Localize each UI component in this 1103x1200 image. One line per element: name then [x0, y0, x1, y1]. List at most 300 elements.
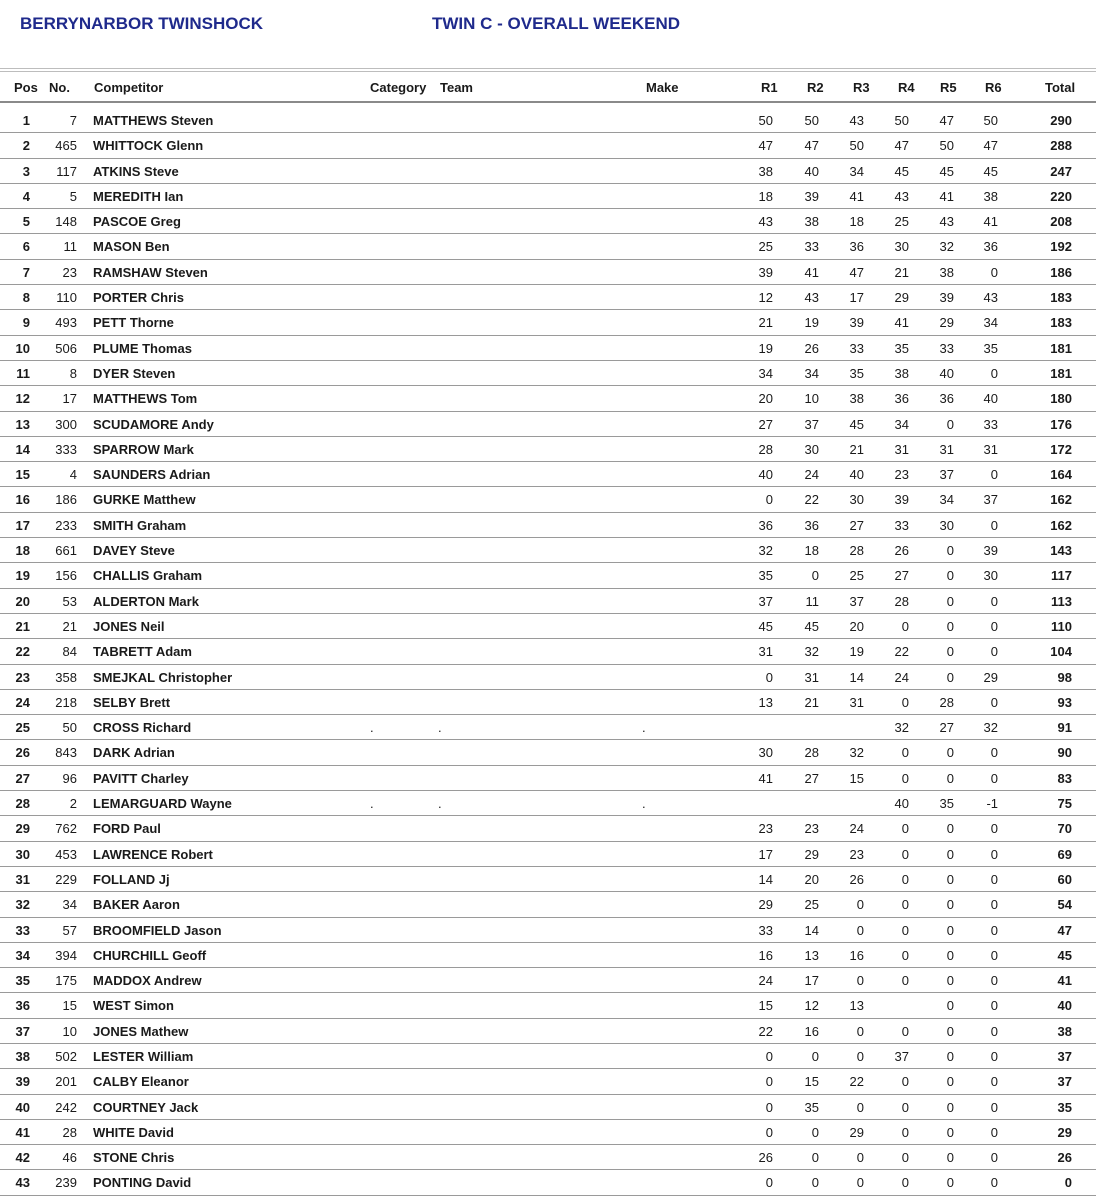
- cell-r3: 0: [856, 1175, 864, 1191]
- cell-r6: 0: [990, 694, 998, 710]
- table-row: [0, 1044, 1096, 1069]
- cell-r1: 0: [765, 1099, 773, 1115]
- col-competitor-header: Competitor: [94, 80, 164, 95]
- cell-r6: 0: [990, 1175, 998, 1191]
- cell-number: 358: [55, 669, 77, 685]
- cell-total: 290: [1050, 113, 1072, 128]
- cell-r2: 45: [804, 618, 819, 634]
- cell-pos: 24: [15, 694, 30, 710]
- cell-total: 208: [1050, 214, 1072, 230]
- table-row: [0, 513, 1096, 538]
- cell-r4: 0: [901, 871, 909, 887]
- cell-total: 70: [1057, 821, 1072, 837]
- cell-total: 98: [1057, 669, 1072, 685]
- cell-r1: 37: [758, 593, 773, 609]
- cell-category: .: [370, 796, 374, 812]
- table-row: [0, 892, 1096, 917]
- cell-r3: 20: [849, 618, 864, 634]
- cell-r2: 33: [804, 239, 819, 255]
- cell-pos: 4: [22, 188, 30, 204]
- cell-number: 4: [69, 467, 77, 483]
- table-row: [0, 589, 1096, 614]
- cell-r3: 0: [856, 1150, 864, 1166]
- cell-r5: 0: [946, 618, 954, 634]
- cell-total: 183: [1050, 290, 1072, 306]
- cell-number: 156: [55, 568, 77, 584]
- cell-r6: 0: [990, 1099, 998, 1115]
- cell-r1: 39: [758, 264, 773, 280]
- cell-number: 175: [55, 973, 77, 989]
- cell-r1: 0: [765, 1048, 773, 1064]
- cell-r6: 0: [990, 1124, 998, 1140]
- cell-r6: 30: [983, 568, 998, 584]
- cell-pos: 5: [22, 214, 30, 230]
- cell-r6: 33: [983, 416, 998, 432]
- cell-r1: 19: [758, 340, 773, 356]
- table-row: [0, 184, 1096, 209]
- cell-r2: 17: [804, 973, 819, 989]
- cell-pos: 23: [15, 669, 30, 685]
- cell-competitor: ATKINS Steve: [93, 163, 179, 179]
- cell-r2: 47: [804, 138, 819, 154]
- cell-r6: 37: [983, 492, 998, 508]
- cell-total: 113: [1051, 593, 1072, 609]
- cell-r1: 14: [758, 871, 773, 887]
- cell-number: 46: [62, 1150, 77, 1166]
- cell-pos: 30: [15, 846, 30, 862]
- cell-r2: 21: [804, 694, 819, 710]
- cell-pos: 38: [15, 1048, 30, 1064]
- cell-r4: 50: [894, 113, 909, 128]
- cell-r4: 36: [894, 391, 909, 407]
- cell-pos: 41: [15, 1124, 30, 1140]
- cell-competitor: PLUME Thomas: [93, 340, 192, 356]
- cell-competitor: CALBY Eleanor: [93, 1074, 189, 1090]
- cell-r6: 0: [990, 644, 998, 660]
- table-row: [0, 108, 1096, 133]
- cell-total: 69: [1057, 846, 1072, 862]
- cell-total: 47: [1057, 922, 1072, 938]
- cell-r2: 37: [804, 416, 819, 432]
- cell-number: 762: [55, 821, 77, 837]
- cell-r3: 14: [849, 669, 864, 685]
- cell-r6: 0: [990, 467, 998, 483]
- table-row: [0, 538, 1096, 563]
- cell-r3: 0: [856, 922, 864, 938]
- cell-r2: 27: [804, 770, 819, 786]
- cell-r1: 40: [758, 467, 773, 483]
- cell-number: 453: [55, 846, 77, 862]
- cell-r3: 13: [849, 998, 864, 1014]
- cell-r1: 0: [765, 669, 773, 685]
- cell-make: .: [642, 720, 646, 736]
- cell-r6: 50: [983, 113, 998, 128]
- header-rule-top: [0, 68, 1096, 69]
- cell-competitor: WHITTOCK Glenn: [93, 138, 204, 154]
- cell-number: 11: [63, 239, 77, 255]
- cell-r2: 39: [804, 188, 819, 204]
- cell-r6: 32: [983, 720, 998, 736]
- cell-r6: 0: [990, 871, 998, 887]
- cell-r1: 20: [758, 391, 773, 407]
- table-row: [0, 993, 1096, 1018]
- cell-r2: 13: [804, 947, 819, 963]
- cell-competitor: GURKE Matthew: [93, 492, 196, 508]
- cell-r3: 40: [849, 467, 864, 483]
- cell-r2: 40: [804, 163, 819, 179]
- table-row: [0, 159, 1096, 184]
- cell-r5: 43: [939, 214, 954, 230]
- cell-pos: 1: [22, 113, 30, 128]
- cell-r5: 0: [946, 568, 954, 584]
- table-row: [0, 487, 1096, 512]
- cell-r6: 0: [990, 973, 998, 989]
- cell-total: 164: [1050, 467, 1072, 483]
- cell-number: 493: [55, 315, 77, 331]
- cell-competitor: CROSS Richard: [93, 720, 192, 736]
- cell-r4: 0: [901, 618, 909, 634]
- cell-r2: 32: [804, 644, 819, 660]
- cell-r2: 31: [804, 669, 819, 685]
- cell-pos: 40: [15, 1099, 30, 1115]
- table-row: [0, 285, 1096, 310]
- cell-r5: 0: [946, 543, 954, 559]
- cell-r3: 45: [849, 416, 864, 432]
- cell-r5: 33: [939, 340, 954, 356]
- cell-r4: 29: [894, 290, 909, 306]
- cell-r6: 0: [990, 821, 998, 837]
- cell-r4: 0: [901, 745, 909, 761]
- table-row: [0, 715, 1096, 740]
- cell-r3: 28: [849, 543, 864, 559]
- cell-competitor: PORTER Chris: [93, 290, 185, 306]
- header-rule-top-2: [0, 71, 1096, 72]
- cell-total: 83: [1057, 770, 1072, 786]
- cell-total: 60: [1057, 871, 1072, 887]
- cell-total: 0: [1064, 1175, 1072, 1191]
- table-row: [0, 918, 1096, 943]
- cell-pos: 15: [15, 467, 30, 483]
- cell-r6: 0: [990, 998, 998, 1014]
- cell-r3: 30: [849, 492, 864, 508]
- cell-r1: 26: [758, 1150, 773, 1166]
- cell-r1: 12: [758, 290, 773, 306]
- cell-total: 45: [1057, 947, 1072, 963]
- cell-total: 162: [1050, 517, 1072, 533]
- table-row: [0, 437, 1096, 462]
- cell-r2: 18: [804, 543, 819, 559]
- cell-r4: 0: [901, 1124, 909, 1140]
- cell-r3: 25: [849, 568, 864, 584]
- results-table-body: [0, 108, 1096, 1196]
- cell-r1: 0: [765, 1074, 773, 1090]
- cell-r2: 25: [804, 897, 819, 913]
- cell-r4: 28: [894, 593, 909, 609]
- cell-pos: 25: [15, 720, 30, 736]
- cell-r3: 43: [849, 113, 864, 128]
- cell-competitor: MATTHEWS Tom: [93, 391, 198, 407]
- cell-r4: 0: [901, 897, 909, 913]
- cell-r5: 31: [939, 441, 954, 457]
- cell-number: 661: [55, 543, 77, 559]
- cell-total: 37: [1057, 1048, 1072, 1064]
- cell-r3: 24: [849, 821, 864, 837]
- cell-r2: 14: [804, 922, 819, 938]
- col-team-header: Team: [440, 80, 473, 95]
- cell-number: 23: [62, 264, 77, 280]
- cell-competitor: ALDERTON Mark: [93, 593, 199, 609]
- cell-total: 54: [1057, 897, 1072, 913]
- cell-r6: 29: [983, 669, 998, 685]
- cell-total: 26: [1057, 1150, 1072, 1166]
- cell-pos: 37: [15, 1023, 30, 1039]
- table-row: [0, 690, 1096, 715]
- cell-r5: 0: [946, 897, 954, 913]
- table-row: [0, 563, 1096, 588]
- cell-pos: 20: [15, 593, 30, 609]
- cell-competitor: CHURCHILL Geoff: [93, 947, 207, 963]
- cell-pos: 13: [15, 416, 30, 432]
- cell-pos: 21: [15, 618, 30, 634]
- cell-r1: 30: [758, 745, 773, 761]
- cell-r4: 43: [894, 188, 909, 204]
- table-row: [0, 867, 1096, 892]
- cell-r1: 21: [758, 315, 773, 331]
- cell-competitor: CHALLIS Graham: [93, 568, 203, 584]
- cell-r4: 0: [901, 922, 909, 938]
- cell-r5: 0: [946, 1150, 954, 1166]
- col-make-header: Make: [646, 80, 679, 95]
- cell-r1: 31: [758, 644, 773, 660]
- cell-r2: 26: [804, 340, 819, 356]
- cell-competitor: MADDOX Andrew: [93, 973, 202, 989]
- cell-number: 84: [62, 644, 77, 660]
- cell-pos: 12: [15, 391, 30, 407]
- cell-r6: 35: [983, 340, 998, 356]
- cell-competitor: SMITH Graham: [93, 517, 187, 533]
- cell-r6: 0: [990, 1150, 998, 1166]
- cell-number: 300: [55, 416, 77, 432]
- cell-r2: 23: [804, 821, 819, 837]
- cell-total: 75: [1057, 796, 1072, 812]
- cell-r1: 36: [758, 517, 773, 533]
- col-r1-header: R1: [761, 80, 778, 95]
- cell-r1: 41: [758, 770, 773, 786]
- cell-r6: 39: [983, 543, 998, 559]
- table-row: [0, 260, 1096, 285]
- cell-r6: 0: [990, 846, 998, 862]
- cell-r6: 45: [983, 163, 998, 179]
- cell-r6: 0: [990, 1048, 998, 1064]
- cell-pos: 31: [15, 871, 30, 887]
- cell-total: 220: [1050, 188, 1072, 204]
- cell-competitor: SMEJKAL Christopher: [93, 669, 233, 685]
- cell-number: 21: [62, 618, 77, 634]
- cell-r6: 47: [983, 138, 998, 154]
- cell-pos: 14: [15, 441, 30, 457]
- cell-total: 288: [1050, 138, 1072, 154]
- cell-r3: 17: [849, 290, 864, 306]
- cell-total: 91: [1057, 720, 1072, 736]
- cell-pos: 16: [15, 492, 30, 508]
- cell-competitor: COURTNEY Jack: [93, 1099, 199, 1115]
- cell-r5: 39: [939, 290, 954, 306]
- cell-number: 10: [62, 1023, 77, 1039]
- cell-r4: 25: [894, 214, 909, 230]
- table-row: [0, 665, 1096, 690]
- cell-r1: 34: [758, 365, 773, 381]
- cell-r4: 0: [901, 1023, 909, 1039]
- cell-r4: 23: [894, 467, 909, 483]
- cell-competitor: MASON Ben: [93, 239, 170, 255]
- cell-r4: 47: [894, 138, 909, 154]
- col-r6-header: R6: [985, 80, 1002, 95]
- cell-number: 506: [55, 340, 77, 356]
- cell-r2: 34: [804, 365, 819, 381]
- cell-pos: 28: [15, 796, 30, 812]
- class-title: TWIN C - OVERALL WEEKEND: [432, 14, 681, 33]
- cell-r5: 0: [946, 1099, 954, 1115]
- cell-pos: 32: [15, 897, 30, 913]
- cell-r6: 0: [990, 593, 998, 609]
- cell-r5: 0: [946, 846, 954, 862]
- cell-r4: 0: [901, 1150, 909, 1166]
- cell-r1: 0: [765, 1175, 773, 1191]
- cell-r5: 0: [946, 871, 954, 887]
- cell-r4: 33: [894, 517, 909, 533]
- cell-number: 117: [56, 163, 77, 179]
- cell-r6: 0: [990, 618, 998, 634]
- cell-r6: -1: [986, 796, 998, 812]
- cell-r2: 36: [804, 517, 819, 533]
- cell-r5: 45: [939, 163, 954, 179]
- cell-r1: 13: [758, 694, 773, 710]
- cell-total: 181: [1050, 365, 1072, 381]
- cell-r4: 0: [901, 846, 909, 862]
- cell-r4: 0: [901, 947, 909, 963]
- cell-total: 93: [1057, 694, 1072, 710]
- cell-r4: 26: [894, 543, 909, 559]
- cell-r2: 19: [804, 315, 819, 331]
- cell-total: 37: [1057, 1074, 1072, 1090]
- cell-competitor: PETT Thorne: [93, 315, 174, 331]
- cell-competitor: WEST Simon: [93, 998, 174, 1014]
- cell-number: 5: [69, 188, 77, 204]
- cell-r5: 0: [946, 973, 954, 989]
- cell-pos: 18: [15, 543, 30, 559]
- cell-r3: 36: [849, 239, 864, 255]
- cell-r3: 15: [849, 770, 864, 786]
- cell-r6: 0: [990, 745, 998, 761]
- cell-competitor: SELBY Brett: [93, 694, 171, 710]
- cell-r2: 35: [804, 1099, 819, 1115]
- table-row: [0, 816, 1096, 841]
- cell-pos: 22: [15, 644, 30, 660]
- cell-pos: 26: [15, 745, 30, 761]
- cell-competitor: FORD Paul: [93, 821, 161, 837]
- table-row: [0, 1095, 1096, 1120]
- table-row: [0, 209, 1096, 234]
- cell-r2: 30: [804, 441, 819, 457]
- cell-competitor: DARK Adrian: [93, 745, 175, 761]
- cell-r5: 32: [939, 239, 954, 255]
- cell-r3: 23: [849, 846, 864, 862]
- cell-r5: 37: [939, 467, 954, 483]
- cell-r5: 41: [939, 188, 954, 204]
- cell-r3: 35: [849, 365, 864, 381]
- cell-r1: 45: [758, 618, 773, 634]
- cell-number: 242: [55, 1099, 77, 1115]
- cell-number: 394: [55, 947, 77, 963]
- cell-r6: 36: [983, 239, 998, 255]
- cell-r4: 39: [894, 492, 909, 508]
- table-row: [0, 766, 1096, 791]
- cell-number: 50: [62, 720, 77, 736]
- cell-pos: 35: [15, 973, 30, 989]
- cell-r1: 23: [758, 821, 773, 837]
- cell-number: 34: [62, 897, 77, 913]
- cell-r3: 0: [856, 1099, 864, 1115]
- table-row: [0, 740, 1096, 765]
- cell-competitor: SCUDAMORE Andy: [93, 416, 214, 432]
- cell-competitor: LEMARGUARD Wayne: [93, 796, 232, 812]
- cell-competitor: RAMSHAW Steven: [93, 264, 208, 280]
- cell-make: .: [642, 796, 646, 812]
- cell-number: 218: [55, 694, 77, 710]
- cell-r1: 29: [758, 897, 773, 913]
- cell-r1: 33: [758, 922, 773, 938]
- cell-number: 57: [62, 922, 77, 938]
- cell-r5: 0: [946, 998, 954, 1014]
- cell-number: 333: [55, 441, 77, 457]
- cell-number: 201: [55, 1074, 77, 1090]
- cell-r4: 31: [894, 441, 909, 457]
- cell-total: 117: [1051, 568, 1072, 584]
- cell-r6: 0: [990, 517, 998, 533]
- cell-r1: 43: [758, 214, 773, 230]
- cell-pos: 19: [15, 568, 30, 584]
- cell-r1: 35: [758, 568, 773, 584]
- col-pos-header: Pos: [14, 80, 38, 95]
- cell-r2: 0: [811, 1150, 819, 1166]
- cell-total: 90: [1057, 745, 1072, 761]
- cell-r2: 0: [811, 1048, 819, 1064]
- cell-r5: 0: [946, 745, 954, 761]
- cell-number: 233: [55, 517, 77, 533]
- cell-r2: 41: [804, 264, 819, 280]
- cell-r5: 0: [946, 593, 954, 609]
- cell-r4: 0: [901, 973, 909, 989]
- cell-r4: 22: [894, 644, 909, 660]
- cell-r6: 0: [990, 264, 998, 280]
- cell-pos: 2: [22, 138, 30, 154]
- cell-total: 176: [1050, 416, 1072, 432]
- cell-competitor: WHITE David: [93, 1124, 174, 1140]
- cell-r4: 35: [894, 340, 909, 356]
- cell-r5: 0: [946, 1048, 954, 1064]
- cell-total: 162: [1050, 492, 1072, 508]
- cell-r5: 30: [939, 517, 954, 533]
- cell-r4: 41: [894, 315, 909, 331]
- cell-r4: 21: [894, 264, 909, 280]
- cell-competitor: JONES Neil: [93, 618, 165, 634]
- cell-team: .: [438, 796, 442, 812]
- cell-competitor: JONES Mathew: [93, 1023, 189, 1039]
- cell-r1: 0: [765, 1124, 773, 1140]
- cell-total: 40: [1057, 998, 1072, 1014]
- cell-competitor: FOLLAND Jj: [93, 871, 170, 887]
- cell-r1: 25: [758, 239, 773, 255]
